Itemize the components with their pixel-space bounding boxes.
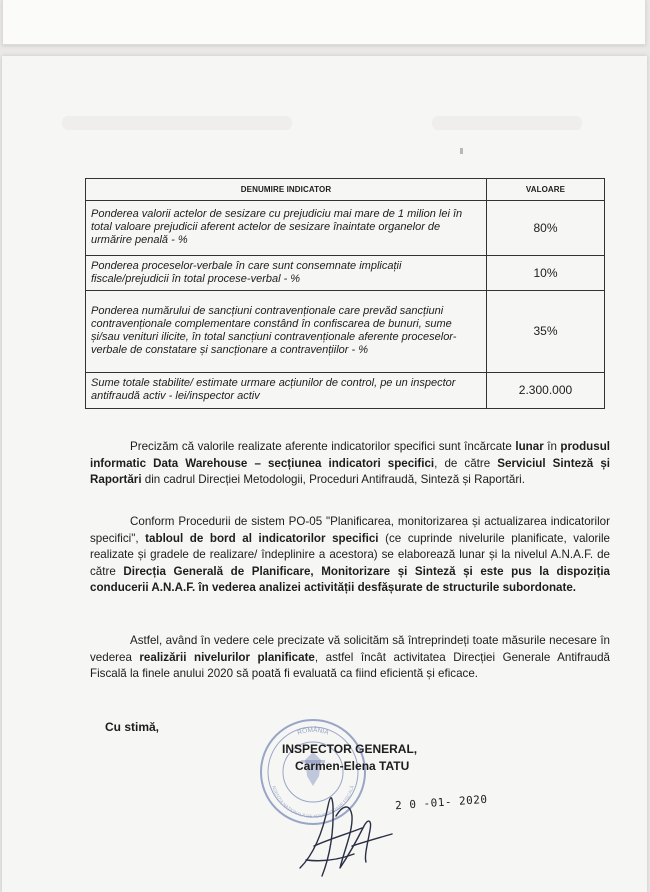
paragraph-procedure: [90, 514, 610, 597]
paragraph-text: , de către: [434, 456, 498, 470]
paragraph-text: (ce cuprinde nivelurile planificate, valorile realizate și gradele de realizare/ îndeplinire a acestora) se elaborează lunar și la nivelul A.N.A.F. de către: [90, 531, 610, 578]
signatory-title: INSPECTOR GENERAL,: [282, 742, 418, 756]
seal-ring-text: AGENȚIA NAȚIONALĂ DE ADMINISTRARE FISCALĂ: [271, 784, 355, 820]
signatory-name: Carmen-Elena TATU: [295, 759, 410, 773]
paragraph-bold: lunar: [515, 440, 544, 453]
indicator-name: Sume totale stabilite/ estimate urmare acțiunilor de control, pe un inspector antifraudă activ - lei/inspector activ: [86, 373, 487, 409]
paragraph-text: din cadrul Direcției Metodologii, Proceduri Antifraudă, Sinteză și Raportări.: [141, 473, 525, 486]
paragraph-text: Precizăm că valorile realizate aferente indicatorilor specifici sunt încărcate: [130, 440, 516, 453]
column-header-value: VALOARE: [487, 179, 605, 201]
table-row: [86, 201, 605, 256]
paragraph-text: în: [543, 440, 561, 453]
handwritten-signature: [292, 776, 402, 886]
paragraph-warehouse: [90, 439, 610, 489]
closing-salutation: Cu stimă,: [105, 720, 160, 734]
table-row: [86, 373, 605, 409]
indicator-table: [85, 178, 605, 409]
table-row: [86, 256, 605, 291]
paragraph-bold: Direcția Generală de Planificare, Monitorizare și Sinteză și este pus la dispoziția conducerii A.N.A.F. în vederea analizei activității desfășurate de structurile subordonate.: [90, 564, 611, 594]
date-stamp: 2 0 -01- 2020: [394, 792, 488, 813]
indicator-value: 80%: [487, 201, 605, 256]
faded-header-ghost: [62, 116, 292, 130]
paragraph-text: Conform Procedurii de sistem PO-05 "Planificarea, monitorizarea și actualizarea indicatorilor specifici",: [90, 515, 610, 545]
paragraph-text: , astfel încât activitatea Direcției Generale Antifraudă Fiscală la finele anului 2020 să poată fi evaluată ca fiind eficientă și eficace.: [90, 650, 611, 680]
indicator-value: 35%: [487, 291, 605, 373]
indicator-value: 2.300.000: [487, 373, 605, 409]
indicator-value: 10%: [487, 256, 605, 291]
seal-top-text: ROMÂNIA: [296, 726, 330, 737]
scan-speck: [460, 148, 463, 154]
previous-page-edge: [2, 0, 646, 45]
paragraph-bold: Serviciul Sinteză și Raportări: [90, 456, 610, 486]
paragraph-bold: realizării nivelurilor planificate: [139, 650, 315, 664]
table-row: [86, 291, 605, 373]
table-header-row: [86, 179, 605, 201]
indicator-name: Ponderea valorii actelor de sesizare cu prejudiciu mai mare de 1 milion lei în total valoare prejudicii aferent actelor de sesizare înaintate organelor de urmărire penală - %: [86, 201, 487, 256]
indicator-name: Ponderea numărului de sancțiuni contravenționale care prevăd sancțiuni contravenționale complementare constând în confiscarea de bunuri, sume și/sau venituri ilicite, în total sancțiuni contravenționale aferente proceselor-verbale de constatare și sancționare a contravențiilor - %: [86, 291, 487, 373]
paragraph-text: Astfel, având în vedere cele precizate vă solicităm să întreprindeți toate măsurile necesare în vederea: [90, 634, 610, 664]
paragraph-bold: tabloul de bord al indicatorilor specifici: [145, 531, 379, 545]
document-page: [2, 56, 647, 892]
column-header-indicator: DENUMIRE INDICATOR: [86, 179, 487, 201]
indicator-name: Ponderea proceselor-verbale în care sunt consemnate implicații fiscale/prejudicii în total procese-verbal - %: [86, 256, 487, 291]
paragraph-bold: produsul informatic Data Warehouse – secțiunea indicatori specifici: [90, 440, 610, 470]
paragraph-request: [90, 633, 610, 683]
faded-header-ghost: [432, 116, 582, 130]
